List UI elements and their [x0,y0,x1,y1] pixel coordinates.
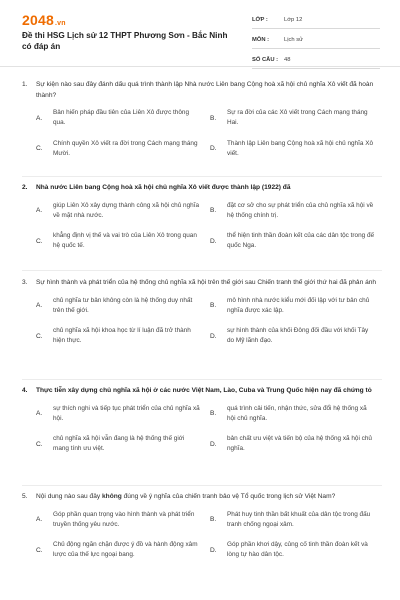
option-letter: D. [210,440,217,448]
option-letter: C. [36,440,43,448]
option-text: đặt cơ sở cho sự phát triển của chủ nghĩa xã hội về hệ thống chính trị. [227,201,374,219]
option-letter: C. [36,546,43,554]
question-divider [22,176,382,177]
question-5 [22,492,382,561]
option-letter: B. [210,114,217,122]
answer-option-c[interactable] [36,434,208,455]
info-value: Lịch sử [284,37,304,43]
info-label: LỚP : [252,17,268,23]
answer-option-a[interactable] [36,108,208,129]
option-letter: D. [210,145,217,153]
option-letter: B. [210,516,217,524]
option-text: sự thích nghi và tiếp tục phát triển của chủ nghĩa xã hội. [53,404,200,422]
answer-option-d[interactable] [210,231,382,252]
option-letter: A. [36,516,43,524]
option-letter: A. [36,410,43,418]
answer-option-b[interactable] [210,201,382,222]
option-text: chủ nghĩa xã hội vẫn đang là hệ thống thế giới mang tính ưu việt. [53,435,185,453]
answer-option-b[interactable] [210,404,382,425]
question-stem [22,492,382,503]
question-number: 4. [22,387,28,394]
question-text: Sự kiện nào sau đây đánh dấu quá trình thành lập Nhà nước Liên bang Cộng hoà xã hội chủ nghĩa Xô viết đã hoàn thành? [36,81,374,99]
site-logo[interactable] [22,12,66,28]
answer-option-d[interactable] [210,434,382,455]
option-letter: C. [36,145,43,153]
question-2 [22,183,382,252]
answer-options [36,201,382,252]
question-stem [22,80,382,101]
option-letter: B. [210,207,217,215]
answer-option-b[interactable] [210,108,382,129]
option-letter: D. [210,237,217,245]
info-row-class [252,12,380,29]
answer-option-a[interactable] [36,404,208,425]
document-header [0,0,400,67]
question-number: 5. [22,493,28,500]
question-stem [22,278,382,289]
info-label: SỐ CÂU : [252,57,279,63]
answer-option-d[interactable] [210,326,382,347]
answer-options [36,510,382,561]
answer-option-c[interactable] [36,231,208,252]
option-text: Phát huy tinh thần bất khuất của dân tộc trong đấu tranh chống ngoại xâm. [227,510,371,528]
option-text: Góp phần quan trọng vào hình thành và phát triển truyền thống yêu nước. [53,510,195,528]
question-number: 3. [22,279,28,286]
option-text: Chủ động ngăn chặn được ý đồ và hành động xâm lược của thế lực ngoại bang. [53,541,198,559]
document-title: Đề thi HSG Lịch sử 12 THPT Phương Sơn - Bắc Ninh có đáp án [22,31,228,52]
answer-option-c[interactable] [36,326,208,347]
option-letter: C. [36,237,43,245]
option-letter: B. [210,410,217,418]
option-text: Sự ra đời của các Xô viết trong Cách mạng tháng Hai. [227,109,368,127]
answer-option-a[interactable] [36,201,208,222]
question-text: Nội dung nào sau đây [36,493,102,500]
question-3 [22,278,382,347]
answer-option-d[interactable] [210,139,382,160]
option-text: mô hình nhà nước kiểu mới đối lập với tư bản chủ nghĩa được xác lập. [227,296,370,314]
question-divider [22,379,382,380]
option-letter: D. [210,546,217,554]
option-text: Chính quyền Xô viết ra đời trong Cách mạng tháng Mười. [53,139,198,157]
answer-option-a[interactable] [36,296,208,317]
option-letter: A. [36,114,43,122]
logo-suffix: .vn [54,20,66,27]
answer-options [36,404,382,455]
question-number: 2. [22,184,28,191]
question-divider [22,485,382,486]
question-emphasis: không [102,493,122,500]
question-number: 1. [22,81,28,88]
question-text: Sự hình thành và phát triển của hệ thống chủ nghĩa xã hội trên thế giới sau Chiến tranh thế giới thứ hai đã phản ánh [36,279,377,286]
question-1 [22,80,382,159]
answer-option-d[interactable] [210,540,382,561]
question-4 [22,386,382,455]
answer-option-c[interactable] [36,540,208,561]
option-text: giúp Liên Xô xây dựng thành công xã hội chủ nghĩa về mặt nhà nước. [53,201,200,219]
option-letter: A. [36,302,43,310]
option-text: Thành lập Liên bang Cộng hoà xã hội chủ nghĩa Xô viết. [227,139,374,157]
question-text: đúng về ý nghĩa của chiến tranh bảo vệ Tổ quốc trong lịch sử Việt Nam? [121,493,336,500]
logo-text: 2048 [22,12,54,28]
question-text: Nhà nước Liên bang Cộng hoà xã hội chủ nghĩa Xô viết được thành lập (1922) đã [36,184,291,191]
option-text: quá trình cải tiến, nhận thức, sửa đổi hệ thống xã hội chủ nghĩa. [227,404,367,422]
info-row-question-count [252,52,380,69]
option-text: Bản hiến pháp đầu tiên của Liên Xô được thông qua. [53,109,190,127]
option-text: thể hiện tinh thần đoàn kết của các dân tộc trong đế quốc Nga. [227,232,375,250]
option-letter: B. [210,302,217,310]
document-info-panel [252,12,380,72]
option-letter: D. [210,332,217,340]
answer-option-a[interactable] [36,510,208,531]
info-value: Lớp 12 [284,17,303,23]
option-text: Góp phần khơi dậy, củng cố tinh thần đoàn kết và lòng tự hào dân tộc. [227,541,368,559]
info-value: 48 [284,57,291,63]
info-label: MÔN : [252,37,270,43]
option-text: chủ nghĩa tư bản không còn là hệ thống duy nhất trên thế giới. [53,296,193,314]
question-text: Thực tiễn xây dựng chủ nghĩa xã hội ở các nước Việt Nam, Lào, Cuba và Trung Quốc hiện nay đã chứng tỏ [36,387,372,394]
option-letter: C. [36,332,43,340]
question-divider [22,270,382,271]
option-text: chủ nghĩa xã hội khoa học từ lí luận đã trở thành hiện thực. [53,327,191,345]
option-text: bản chất ưu việt và tiến bộ của hệ thống xã hội chủ nghĩa. [227,435,372,453]
answer-options [36,296,382,347]
answer-option-b[interactable] [210,296,382,317]
answer-options [36,108,382,159]
info-row-subject [252,32,380,49]
option-text: sự hình thành của khối Đông đối đầu với khối Tây do Mỹ lãnh đạo. [227,327,369,345]
question-stem [22,183,382,194]
option-letter: A. [36,207,43,215]
option-text: khẳng định vị thế và vai trò của Liên Xô trong quan hệ quốc tế. [53,232,197,250]
answer-option-c[interactable] [36,139,208,160]
question-stem [22,386,382,397]
answer-option-b[interactable] [210,510,382,531]
